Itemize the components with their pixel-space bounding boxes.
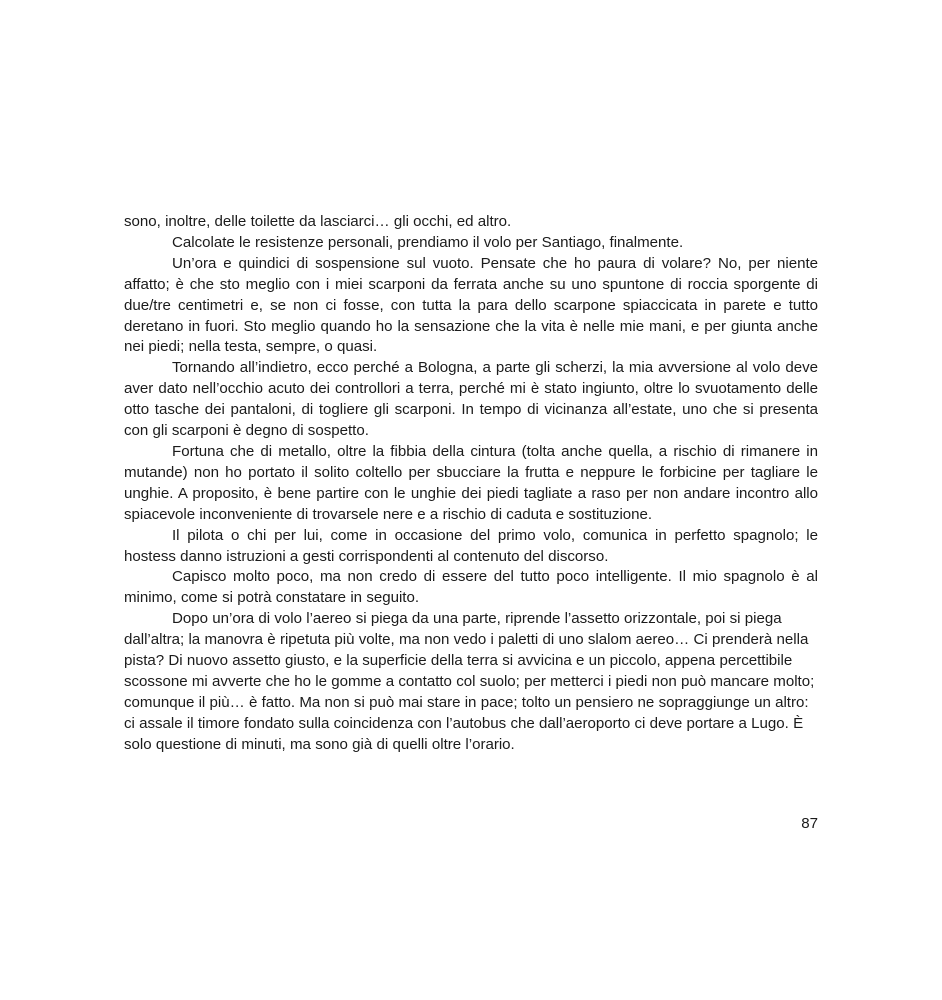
page-number: 87 [801,815,818,832]
paragraph: Fortuna che di metallo, oltre la fibbia della cintura (tolta anche quella, a rischio di rimanere in mutande) non ho portato il solito coltello per sbucciare la frutta e neppure le forbicine per tagliare le unghie. A proposito, è bene partire con le unghie dei piedi tagliate a raso per non andare incontro allo spiacevole inconveniente di trovarsele nere e a rischio di caduta e sostituzione. [124,442,818,523]
paragraph: Calcolate le resistenze personali, prendiamo il volo per Santiago, finalmente. [172,233,684,251]
paragraph: sono, inoltre, delle toilette da lasciarci… gli occhi, ed altro. [124,213,512,230]
paragraph: Il pilota o chi per lui, come in occasione del primo volo, comunica in perfetto spagnolo; le hostess danno istruzioni a gesti corrispondenti al contenuto del discorso. [124,526,818,565]
paragraph: Capisco molto poco, ma non credo di essere del tutto poco intelligente. Il mio spagnolo è al minimo, come si potrà constatare in seguito. [124,568,818,607]
paragraph: Tornando all’indietro, ecco perché a Bologna, a parte gli scherzi, la mia avversione al volo deve aver dato nell’occhio acuto dei controllori a terra, perché mi è stato ingiunto, oltre lo svuotamento delle otto tasche dei pantaloni, di togliere gli scarponi. In tempo di vicinanza all’estate, uno che si presenta con gli scarponi è degno di sospetto. [124,359,818,440]
paragraph: Dopo un’ora di volo l’aereo si piega da una parte, riprende l’assetto orizzontale, poi si piega dall’altra; la manovra è ripetuta più volte, ma non vedo i paletti di uno slalom aereo… Ci prenderà nella pista? Di nuovo assetto giusto, e la superficie della terra si avvicina e un piccolo, appena percettibile scossone mi avverte che ho le gomme a contatto col suolo; per metterci i piedi non può mancare molto; comunque il più… è fatto. Ma non si può mai stare in pace; tolto un pensiero ne sopraggiunge un altro: ci assale il timore fondato sulla coincidenza con l’autobus che dall’aeroporto ci deve portare a Lugo. È solo questione di minuti, ma sono già di quelli oltre l’orario. [124,610,815,753]
paragraph: Un’ora e quindici di sospensione sul vuoto. Pensate che ho paura di volare? No, per niente affatto; è che sto meglio con i miei scarponi da ferrata anche su uno spuntone di roccia sporgente di due/tre centimetri e, se non ci fosse, con tutta la para dello scarpone spiaccicata in parete e tutto deretano in fuori. Sto meglio quando ho la sensazione che la vita è nelle mie mani, e per giunta anche nei piedi; nella testa, sempre, o quasi. [124,254,818,356]
body-text-block [124,212,818,756]
